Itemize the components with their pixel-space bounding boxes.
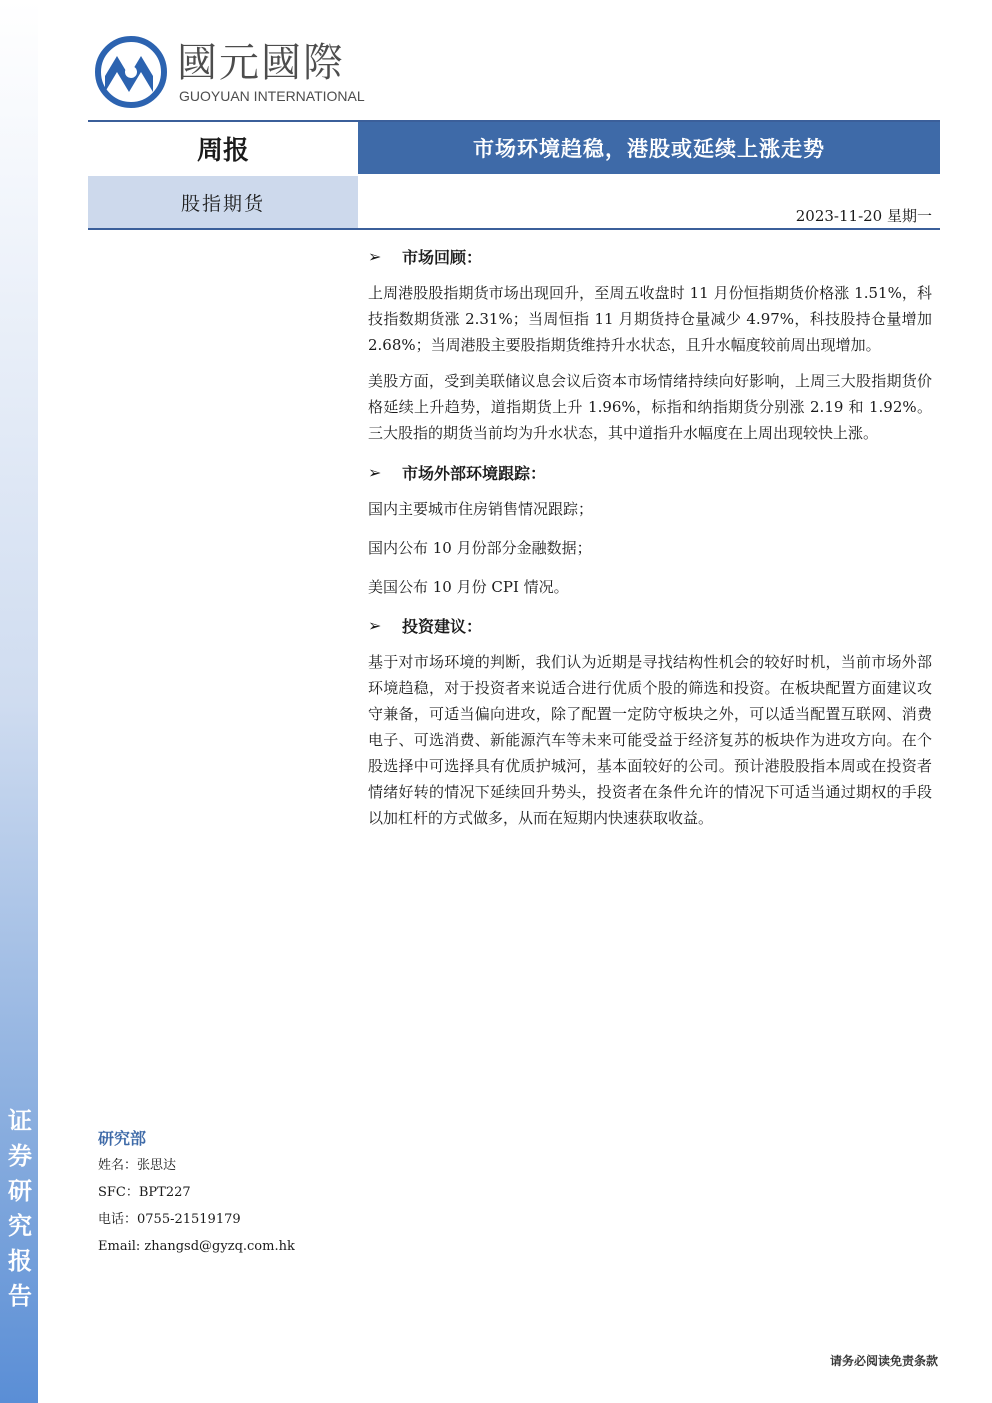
- author-name: 姓名：张思达: [98, 1158, 177, 1173]
- report-category: 股指期货: [88, 176, 358, 228]
- paragraph: 基于对市场环境的判断，我们认为近期是寻找结构性机会的较好时机，当前市场外部环境趋稳，对于投资者来说适合进行优质个股的筛选和投资。在板块配置方面建议攻守兼备，可适当偏向进攻，除了配置一定防守板块之外，可以适当配置互联网、消费电子、可选消费、新能源汽车等未来可能受益于经济复苏的板块作为进攻方向。在个股选择中可选择具有优质护城河，基本面较好的公司。预计港股股指本周或在投资者情绪好转的情况下延续回升势头，投资者在条件允许的情况下可适当通过期权的手段以加杠杆的方式做多，从而在短期内快速获取收益。: [368, 653, 932, 827]
- bullet-arrow-icon: ➢: [368, 246, 382, 266]
- author-department: 研究部: [98, 1129, 147, 1148]
- author-email[interactable]: Email: zhangsd@gyzq.com.hk: [98, 1239, 295, 1254]
- section-heading-external-environment: [368, 460, 932, 484]
- paragraph: 美股方面，受到美联储议息会议后资本市场情绪持续向好影响，上周三大股指期货价格延续上升趋势，道指期货上升 1.96%，标指和纳指期货分别涨 2.19 和 1.92%。三大股指的期货当前均为升水状态，其中道指升水幅度在上周出现较快上涨。: [368, 372, 932, 442]
- header-bottom-rule: [88, 228, 940, 230]
- section-heading-investment-advice: [368, 613, 932, 637]
- side-char: 究: [8, 1212, 32, 1240]
- section-heading-text: 市场回顾：: [402, 247, 483, 267]
- paragraph: 上周港股股指期货市场出现回升，至周五收盘时 11 月份恒指期货价格涨 1.51%，科技指数期货涨 2.31%；当周恒指 11 月期货持仓量减少 4.97%，科技股持仓量增加 2.68%；当周港股主要股指期货维持升水状态，且升水幅度较前周出现增加。: [368, 284, 932, 354]
- side-char: 券: [8, 1142, 32, 1170]
- author-info: [98, 1126, 358, 1260]
- report-date: 2023-11-20 星期一: [795, 207, 932, 225]
- report-type-label: 周报: [196, 135, 249, 166]
- author-phone: 电话：0755-21519179: [98, 1212, 241, 1227]
- section-heading-text: 市场外部环境跟踪：: [402, 463, 547, 483]
- bullet-arrow-icon: ➢: [368, 462, 382, 482]
- list-item: 美国公布 10 月份 CPI 情况。: [368, 578, 569, 596]
- bullet-arrow-icon: ➢: [368, 615, 382, 635]
- side-label: [6, 1104, 34, 1314]
- side-char: 告: [8, 1282, 32, 1310]
- main-content: [368, 244, 932, 841]
- company-logo: [95, 36, 365, 108]
- report-title: 市场环境趋稳，港股或延续上涨走势: [358, 122, 940, 174]
- section-heading-market-review: [368, 244, 932, 268]
- logo-chinese-name: 國元國際: [177, 40, 345, 86]
- list-item: 国内主要城市住房销售情况跟踪；: [368, 500, 594, 518]
- disclaimer-note: 请务必阅读免责条款: [829, 1354, 938, 1368]
- side-char: 证: [8, 1107, 32, 1135]
- logo-emblem-icon: [95, 36, 167, 108]
- section-heading-text: 投资建议：: [402, 616, 483, 636]
- side-char: 报: [8, 1247, 32, 1275]
- author-sfc: SFC：BPT227: [98, 1185, 191, 1200]
- logo-english-name: GUOYUAN INTERNATIONAL: [179, 88, 365, 104]
- list-item: 国内公布 10 月份部分金融数据；: [368, 539, 592, 557]
- side-char: 研: [8, 1177, 32, 1205]
